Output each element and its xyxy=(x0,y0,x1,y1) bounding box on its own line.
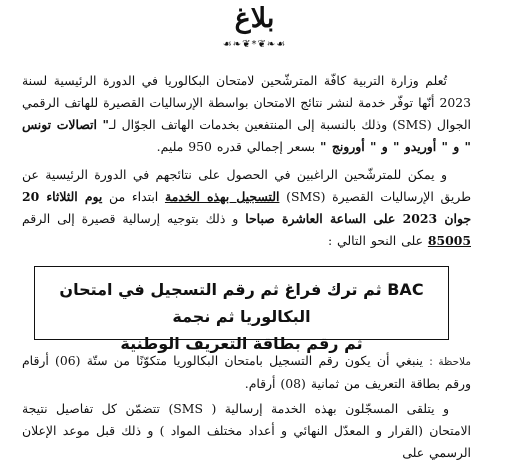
note-label: ملاحظة : xyxy=(429,356,471,368)
sms-format-line1: BAC ثم ترك فراغ ثم رقم التسجيل في امتحان البكالوريا ثم نجمة xyxy=(59,280,424,326)
paragraph1-text-a: تُعلم وزارة التربية كافّة المترشّحين لامتحان البكالوريا في الدورة الرئيسية لسنة 2023 أنّها توفّر خدمة لنشر نتائج الامتحان بواسطة الإرساليات القصيرة للهاتف الرقمي الجوال (SMS) وذلك بالنسبة إلى المنتفعين بخدمات الهاتف الجوّال لـ xyxy=(22,73,471,132)
note-paragraph xyxy=(22,350,471,395)
registration-date: يوم الثلاثاء 20 جوان 2023 على الساعة العاشرة صباحا xyxy=(22,189,472,226)
paragraph2-text-b: ابتداء من xyxy=(102,189,165,204)
operators-list: " اتصالات تونس " و " أوريدو " و " أورونج " xyxy=(22,117,471,154)
sms-format-box xyxy=(34,266,449,353)
sms-number: 85005 xyxy=(427,233,471,248)
announcement-title: بلاغ xyxy=(234,3,275,34)
paragraph2-text-a: و يمكن للمترشّحين الراغبين في الحصول على نتائجهم في الدورة الرئيسية عن طريق الإرساليات القصيرة (SMS) xyxy=(22,167,471,204)
note-text: ينبغي أن يكون رقم التسجيل بامتحان البكالوريا متكوّنًا من ستّة (06) أرقام ورقم بطاقة التعريف من ثمانية (08) أرقام. xyxy=(22,353,471,391)
paragraph-results-details: و يتلقى المسجّلون بهذه الخدمة إرسالية ( SMS) تتضمّن كل تفاصيل نتيجة الامتحان (القرار و المعدّل النهائي و أعداد مختلف المواد ) و ذلك قبل موعد الإعلان الرسمي على xyxy=(22,401,471,460)
registration-phrase: التسجيل بهذه الخدمة xyxy=(164,189,280,204)
paragraph-service-intro xyxy=(22,70,471,158)
paragraph2-text-d: على النحو التالي : xyxy=(327,233,428,248)
sms-format-line2: ثم رقم بطاقة التعريف الوطنية xyxy=(120,334,363,353)
ornament-divider: ☙❧❦*❦❧☙ xyxy=(222,39,287,50)
paragraph2-text-c: و ذلك بتوجيه إرسالية قصيرة إلى الرقم xyxy=(22,211,246,226)
paragraph-registration xyxy=(22,164,471,252)
paragraph1-text-b: بسعر إجمالي قدره 950 مليم. xyxy=(156,139,321,154)
